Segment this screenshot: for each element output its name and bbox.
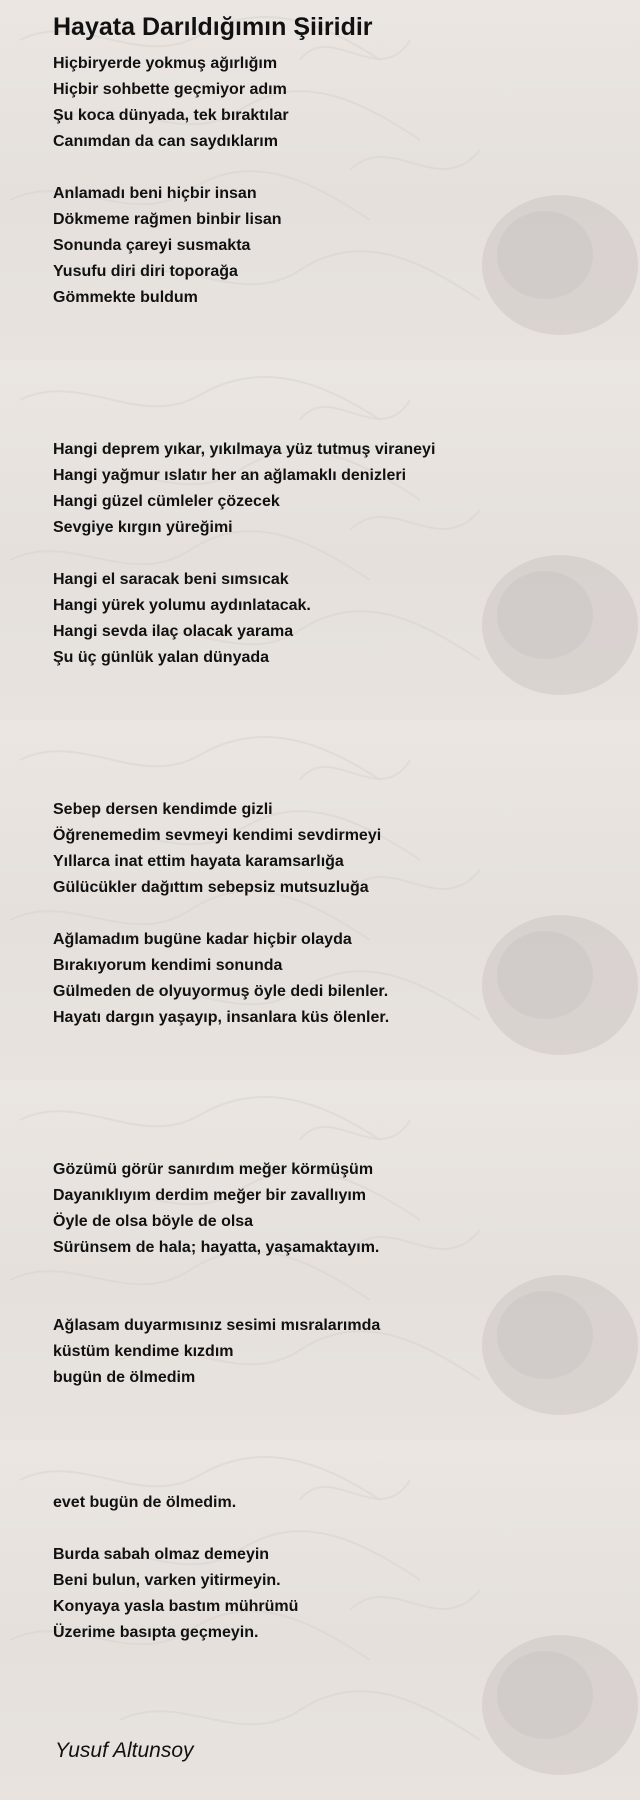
poem-line: Burda sabah olmaz demeyin	[53, 1546, 270, 1563]
poem-line: Hangi güzel cümleler çözecek	[53, 493, 280, 510]
poem-title: Hayata Darıldığımın Şiiridir	[53, 13, 373, 41]
stanza-6	[53, 927, 389, 1031]
stanza-8	[53, 1313, 380, 1391]
poem-line: Canımdan da can saydıklarım	[53, 133, 278, 150]
poem-line: Konyaya yasla bastım mührümü	[53, 1598, 299, 1615]
poem-author: Yusuf Altunsoy	[55, 1739, 194, 1762]
poem-line: Sebep dersen kendimde gizli	[53, 801, 273, 818]
poem-line: Bırakıyorum kendimi sonunda	[53, 957, 283, 974]
poem-line: Hayatı dargın yaşayıp, insanlara küs ölenler.	[53, 1009, 390, 1026]
poem-line: bugün de ölmedim	[53, 1369, 196, 1386]
poem-line: Gülmeden de olyuyormuş öyle dedi bilenler.	[53, 983, 389, 1000]
poem-line: Ağlasam duyarmısınız sesimi mısralarımda	[53, 1317, 381, 1334]
poem-line: Dayanıklıyım derdim meğer bir zavallıyım	[53, 1187, 367, 1204]
poem-line: Gömmekte buldum	[53, 289, 198, 306]
poem-line: Hangi el saracak beni sımsıcak	[53, 571, 289, 588]
stanza-9	[53, 1490, 236, 1516]
poem-line: Yusufu diri diri toporağa	[53, 263, 238, 280]
stanza-7	[53, 1157, 379, 1261]
poem-line: Öğrenemedim sevmeyi kendimi sevdirmeyi	[53, 827, 382, 844]
poem-line: Hangi sevda ilaç olacak yarama	[53, 623, 294, 640]
poem-line: Beni bulun, varken yitirmeyin.	[53, 1572, 281, 1589]
stanza-4	[53, 567, 311, 671]
stanza-1	[53, 51, 289, 155]
poem-line: Hangi deprem yıkar, yıkılmaya yüz tutmuş viraneyi	[53, 441, 436, 458]
poem-line: Üzerime basıpta geçmeyin.	[53, 1624, 259, 1641]
stanza-2	[53, 181, 282, 311]
poem-line: Öyle de olsa böyle de olsa	[53, 1213, 254, 1230]
poem-line: Şu koca dünyada, tek bıraktılar	[53, 107, 289, 124]
poem-line: evet bugün de ölmedim.	[53, 1494, 237, 1511]
poem-line: Hiçbiryerde yokmuş ağırlığım	[53, 55, 278, 72]
poem-line: Dökmeme rağmen binbir lisan	[53, 211, 282, 228]
poem-line: Sevgiye kırgın yüreğimi	[53, 519, 233, 536]
poem-line: Sürünsem de hala; hayatta, yaşamaktayım.	[53, 1239, 380, 1256]
stanza-10	[53, 1542, 298, 1646]
poem-line: Hiçbir sohbette geçmiyor adım	[53, 81, 287, 98]
poem-line: Hangi yürek yolumu aydınlatacak.	[53, 597, 311, 614]
poem-line: Şu üç günlük yalan dünyada	[53, 649, 270, 666]
poem-line: küstüm kendime kızdım	[53, 1343, 234, 1360]
stanza-3	[53, 437, 435, 541]
poem-line: Gülücükler dağıttım sebepsiz mutsuzluğa	[53, 879, 369, 896]
poem-line: Anlamadı beni hiçbir insan	[53, 185, 257, 202]
poem-line: Sonunda çareyi susmakta	[53, 237, 251, 254]
poem-line: Yıllarca inat ettim hayata karamsarlığa	[53, 853, 344, 870]
stanza-5	[53, 797, 381, 901]
poem-line: Hangi yağmur ıslatır her an ağlamaklı denizleri	[53, 467, 407, 484]
poem-line: Ağlamadım bugüne kadar hiçbir olayda	[53, 931, 352, 948]
poem-line: Gözümü görür sanırdım meğer körmüşüm	[53, 1161, 374, 1178]
